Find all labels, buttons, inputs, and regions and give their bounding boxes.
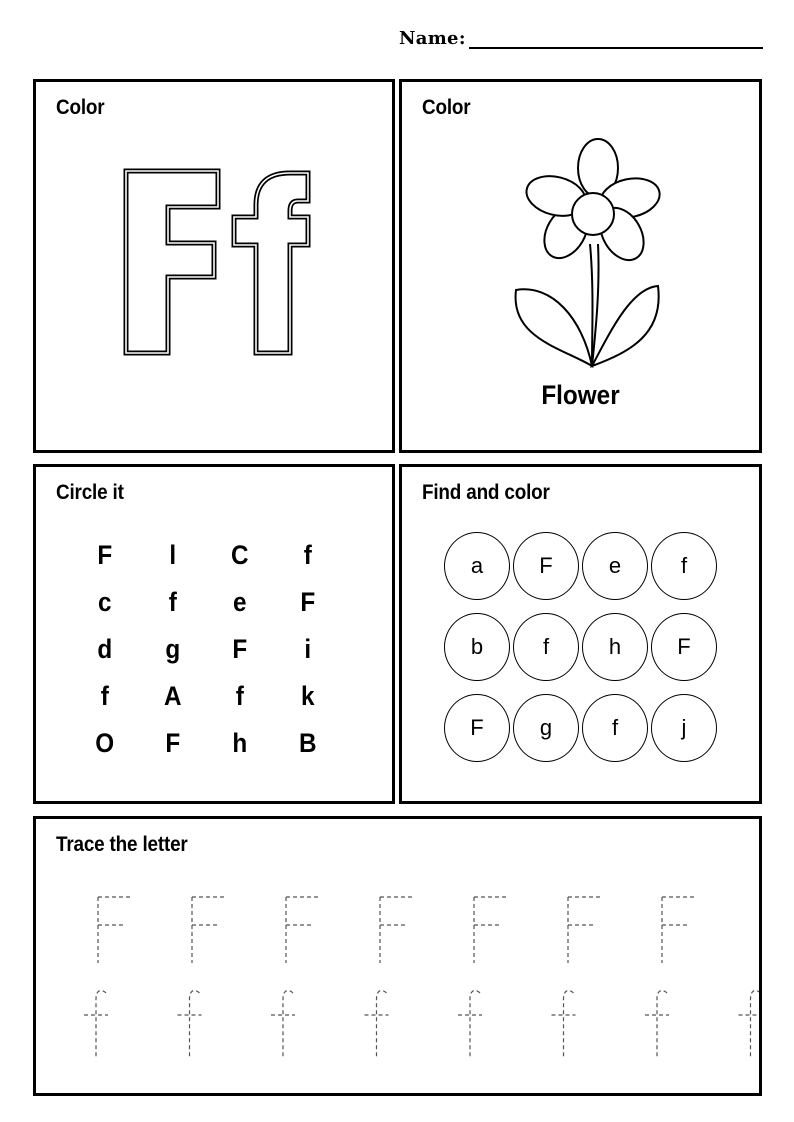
trace-uppercase-f[interactable] xyxy=(98,897,130,963)
outline-letters-ff xyxy=(122,167,322,367)
letter-bubble[interactable]: e xyxy=(582,532,648,600)
grid-letter[interactable]: k xyxy=(300,681,315,711)
letter-bubble[interactable]: f xyxy=(582,694,648,762)
trace-lowercase-f[interactable] xyxy=(365,991,389,1057)
letter-bubble[interactable]: j xyxy=(651,694,717,762)
flower-icon xyxy=(512,138,682,378)
name-line[interactable] xyxy=(469,47,763,49)
grid-letter[interactable]: f xyxy=(303,540,312,570)
letter-bubble[interactable]: f xyxy=(513,613,579,681)
bubble-grid xyxy=(444,532,720,775)
grid-letter[interactable]: F xyxy=(97,540,113,570)
grid-row xyxy=(71,579,341,626)
find-and-color-panel xyxy=(399,464,762,804)
grid-letter[interactable]: l xyxy=(168,540,176,570)
grid-row xyxy=(71,532,341,579)
grid-letter[interactable]: f xyxy=(235,681,244,711)
trace-uppercase-f[interactable] xyxy=(380,897,412,963)
trace-uppercase-f[interactable] xyxy=(662,897,694,963)
letter-bubble[interactable]: h xyxy=(582,613,648,681)
letter-bubble[interactable]: b xyxy=(444,613,510,681)
flower-caption: Flower xyxy=(541,380,620,410)
trace-uppercase-f[interactable] xyxy=(568,897,600,963)
name-label: Name: xyxy=(399,28,466,49)
grid-letter[interactable]: d xyxy=(97,634,113,664)
grid-letter[interactable]: f xyxy=(100,681,109,711)
bubble-row xyxy=(444,613,720,681)
trace-lowercase-f[interactable] xyxy=(458,991,482,1057)
grid-letter[interactable]: g xyxy=(164,634,180,664)
find-and-color-heading: Find and color xyxy=(422,481,550,504)
grid-letter[interactable]: f xyxy=(168,587,177,617)
letter-bubble[interactable]: g xyxy=(513,694,579,762)
trace-uppercase-f[interactable] xyxy=(286,897,318,963)
name-field[interactable] xyxy=(399,26,763,52)
bubble-row xyxy=(444,532,720,600)
letter-bubble[interactable]: f xyxy=(651,532,717,600)
grid-letter[interactable]: F xyxy=(299,587,315,617)
grid-letter[interactable]: i xyxy=(303,634,311,664)
grid-letter[interactable]: A xyxy=(163,681,182,711)
grid-letter[interactable]: C xyxy=(230,540,249,570)
circle-it-panel xyxy=(33,464,395,804)
trace-heading: Trace the letter xyxy=(56,833,188,856)
grid-letter[interactable]: e xyxy=(232,587,247,617)
grid-letter[interactable]: F xyxy=(164,728,180,758)
grid-letter[interactable]: c xyxy=(97,587,112,617)
trace-uppercase-f[interactable] xyxy=(192,897,224,963)
color-picture-panel xyxy=(399,79,762,453)
letter-bubble[interactable]: F xyxy=(444,694,510,762)
trace-uppercase-f[interactable] xyxy=(474,897,506,963)
color-letter-heading: Color xyxy=(56,96,105,119)
grid-letter[interactable]: B xyxy=(298,728,317,758)
circle-it-heading: Circle it xyxy=(56,481,124,504)
trace-lowercase-f[interactable] xyxy=(645,991,669,1057)
letter-bubble[interactable]: a xyxy=(444,532,510,600)
grid-letter[interactable]: O xyxy=(95,728,115,758)
circle-it-grid xyxy=(71,532,341,767)
trace-area[interactable] xyxy=(36,879,759,1079)
trace-lowercase-f[interactable] xyxy=(271,991,295,1057)
trace-lowercase-f[interactable] xyxy=(178,991,202,1057)
trace-lowercase-f[interactable] xyxy=(84,991,108,1057)
grid-row xyxy=(71,673,341,720)
bubble-row xyxy=(444,694,720,762)
grid-row xyxy=(71,720,341,767)
grid-row xyxy=(71,626,341,673)
letter-bubble[interactable]: F xyxy=(513,532,579,600)
color-picture-heading: Color xyxy=(422,96,471,119)
trace-lowercase-f[interactable] xyxy=(739,991,760,1057)
color-letter-panel xyxy=(33,79,395,453)
trace-panel xyxy=(33,816,762,1096)
letter-bubble[interactable]: F xyxy=(651,613,717,681)
trace-lowercase-f[interactable] xyxy=(552,991,576,1057)
grid-letter[interactable]: h xyxy=(232,728,248,758)
grid-letter[interactable]: F xyxy=(232,634,248,664)
